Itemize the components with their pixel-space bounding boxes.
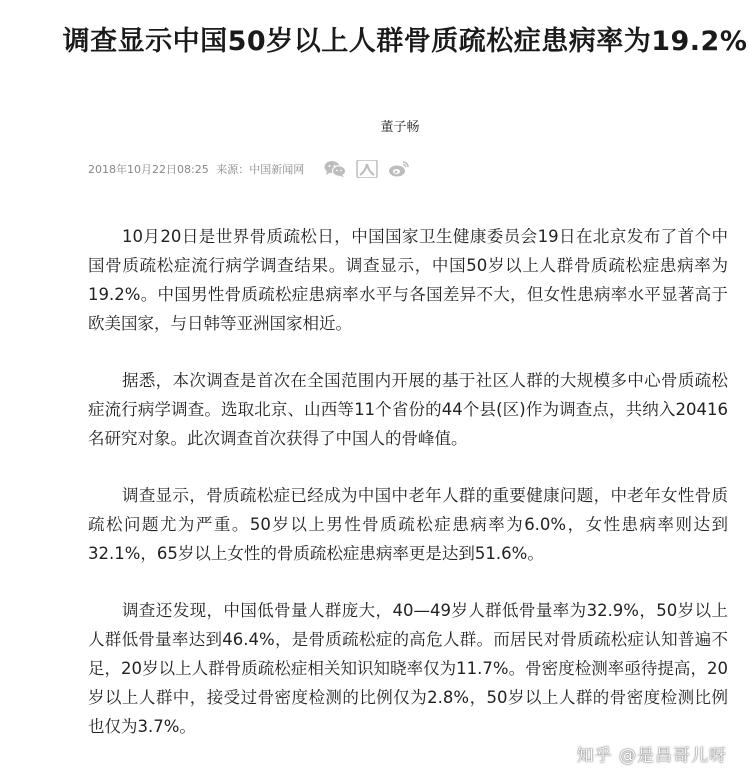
paragraph: 调查显示，骨质疏松症已经成为中国中老年人群的重要健康问题，中老年女性骨质疏松问题尤为严重。50岁以上男性骨质疏松症患病率为6.0%，女性患病率则达到32.1%，65岁以上女性的骨质疏松症患病率更是达到51.6%。	[88, 486, 728, 563]
paragraph: 10月20日是世界骨质疏松日，中国国家卫生健康委员会19日在北京发布了首个中国骨质疏松症流行病学调查结果。调查显示，中国50岁以上人群骨质疏松症患病率为19.2%。中国男性骨质疏松症患病率水平与各国差异不大，但女性患病率水平显著高于欧美国家，与日韩等亚洲国家相近。	[88, 227, 728, 333]
source-name[interactable]: 中国新闻网	[249, 163, 305, 176]
source-label: 来源：	[216, 163, 250, 176]
share-bar	[324, 160, 410, 178]
paragraph: 调查还发现，中国低骨量人群庞大，40—49岁人群低骨量率为32.9%，50岁以上人群低骨量率达到46.4%，是骨质疏松症的高危人群。而居民对骨质疏松症认知普遍不足，20岁以上人群骨质疏松症相关知识知晓率仅为11.7%。骨密度检测率亟待提高，20岁以上人群中，接受过骨密度检测的比例仅为2.8%，50岁以上人群的骨密度检测比例也仅为3.7%。	[88, 601, 728, 736]
weibo-icon[interactable]	[388, 160, 410, 178]
publish-date: 2018年10月22日08:25	[88, 163, 209, 176]
wechat-icon[interactable]	[324, 160, 346, 178]
watermark: 知乎 @是昌哥儿呀	[576, 746, 727, 766]
article-meta	[88, 160, 410, 178]
article-title: 调查显示中国50岁以上人群骨质疏松症患病率为19.2%	[62, 26, 748, 57]
article-body	[88, 222, 728, 769]
paragraph: 据悉，本次调查是首次在全国范围内开展的基于社区人群的大规模多中心骨质疏松症流行病学调查。选取北京、山西等11个省份的44个县(区)作为调查点，共纳入20416名研究对象。此次调查首次获得了中国人的骨峰值。	[88, 371, 728, 448]
renren-icon[interactable]	[356, 160, 378, 178]
author-name: 董子畅	[380, 120, 420, 135]
